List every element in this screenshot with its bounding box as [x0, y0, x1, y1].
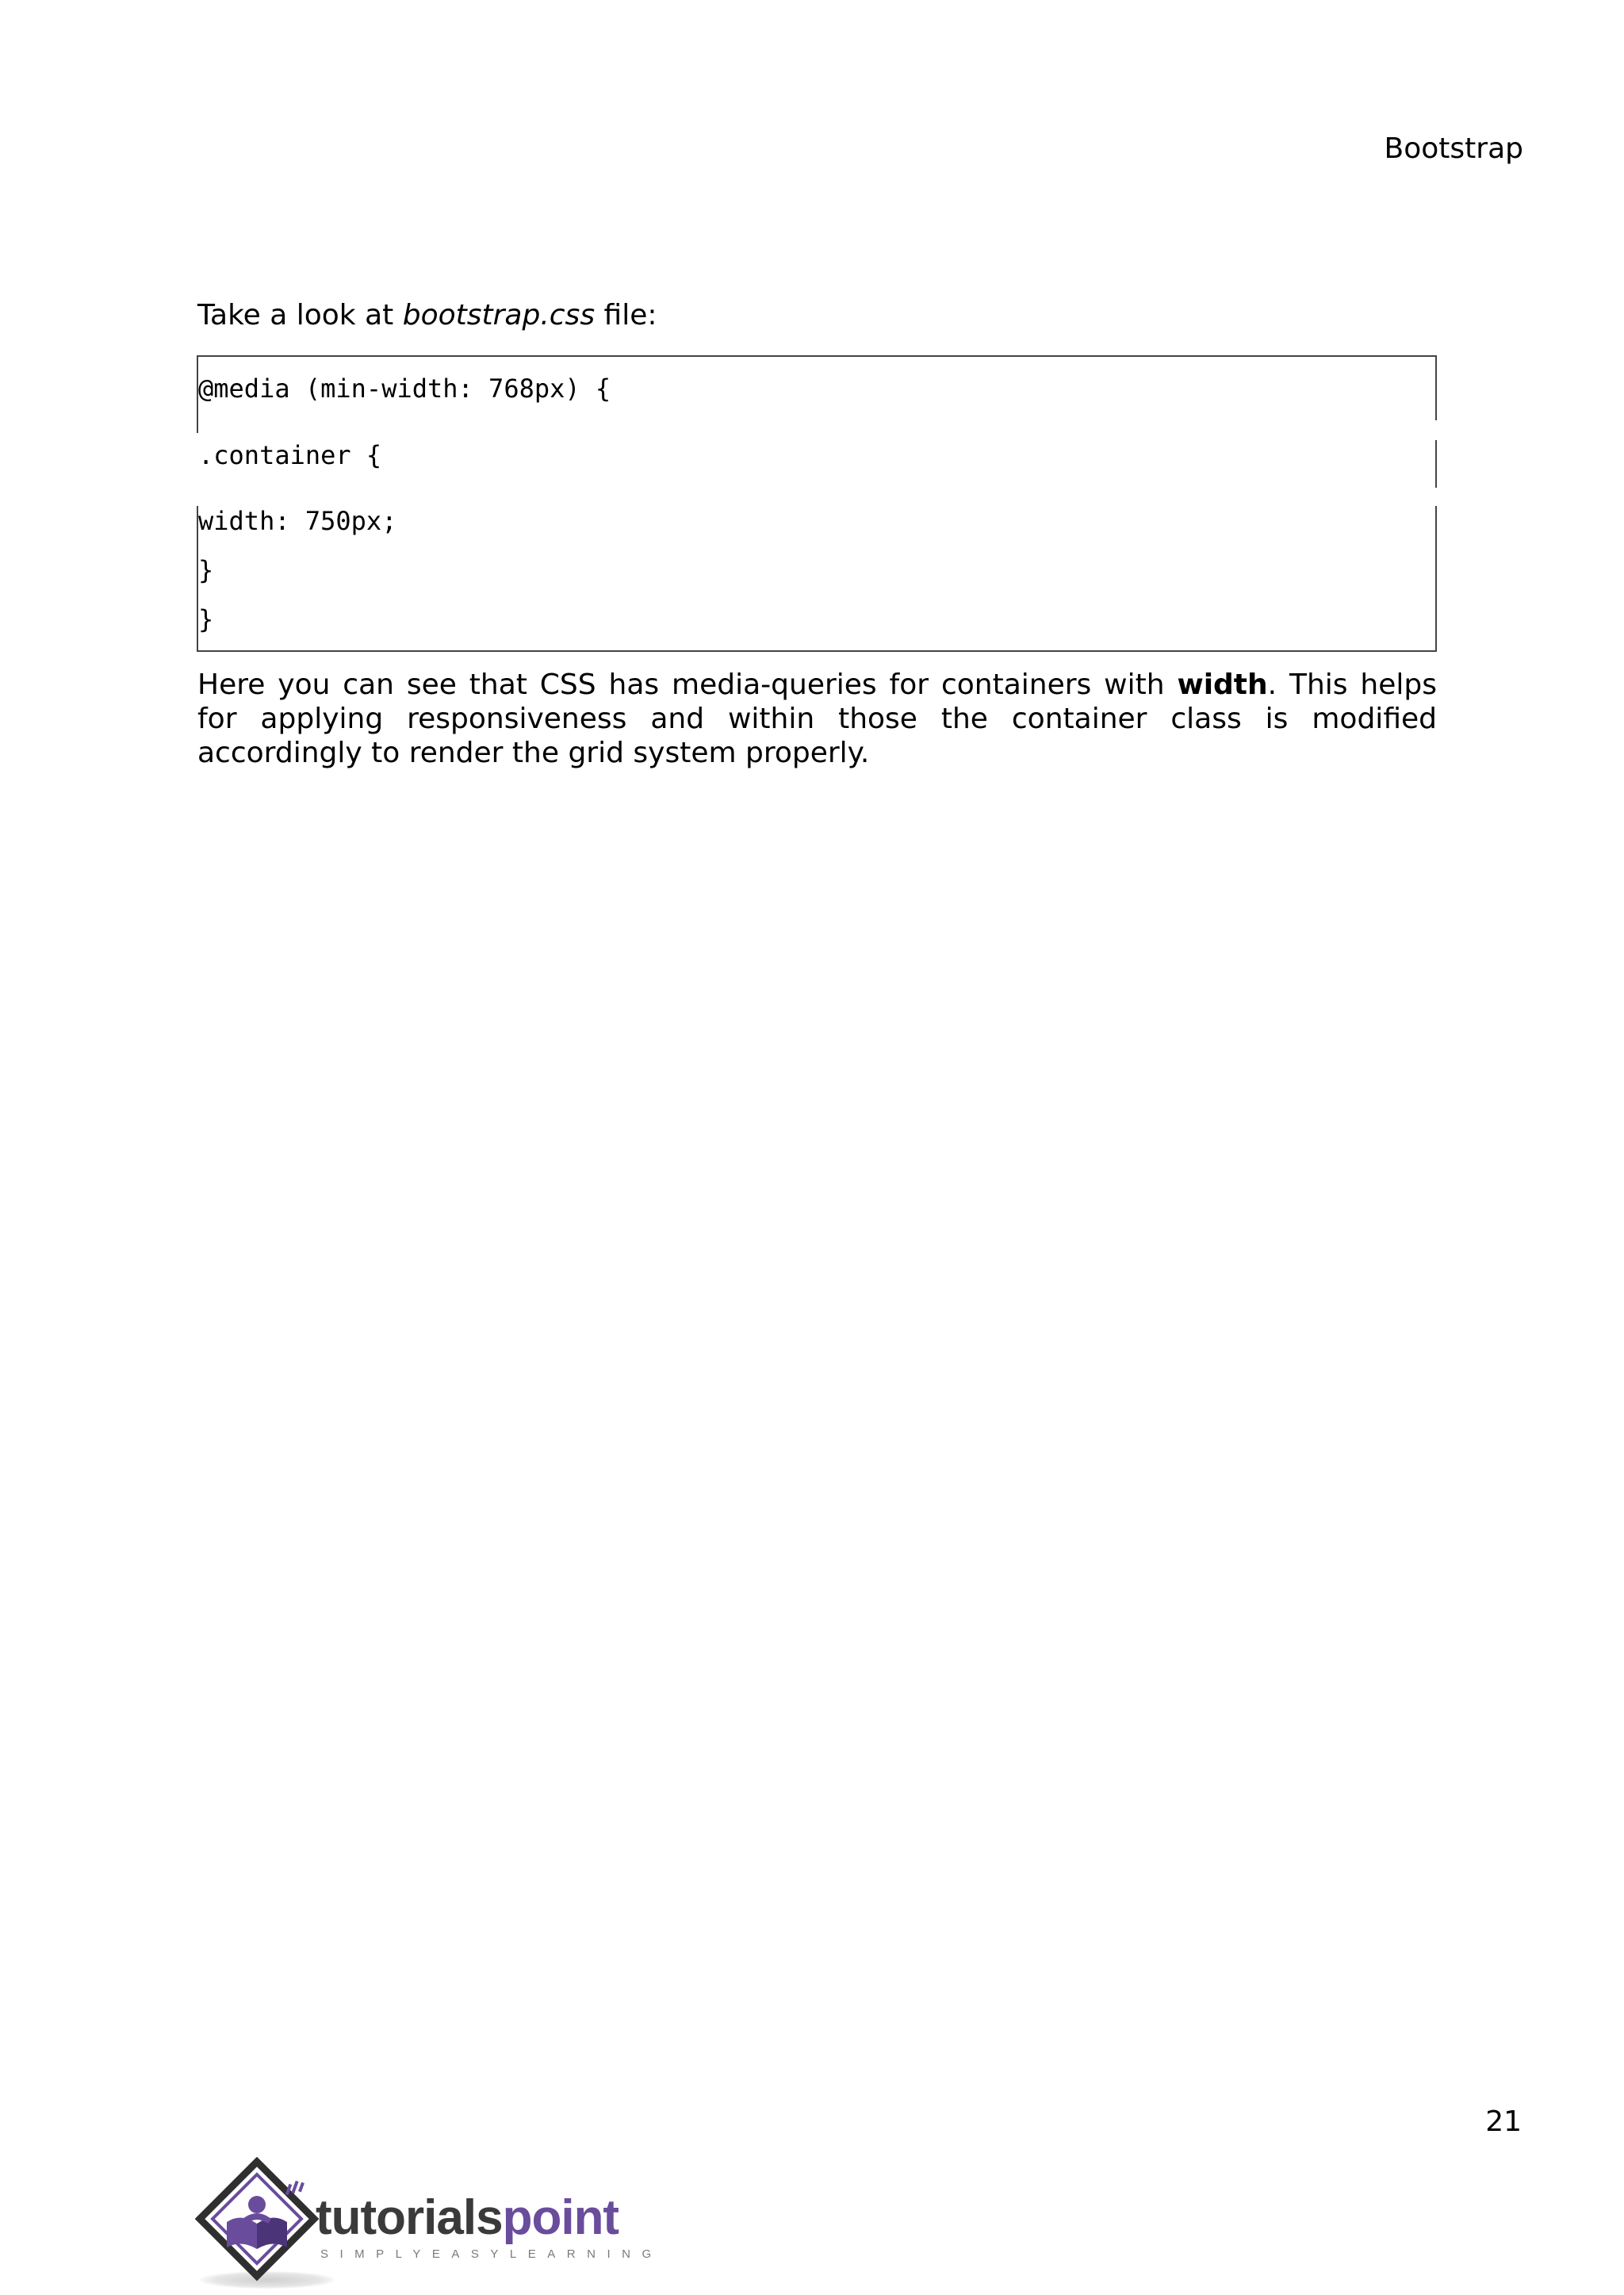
code-line: } — [198, 555, 214, 585]
body-paragraph — [197, 668, 1437, 770]
logo-word-part2: point — [502, 2190, 619, 2245]
intro-after: file: — [595, 299, 657, 331]
code-line: .container { — [198, 440, 382, 470]
code-border-right-2 — [1435, 440, 1437, 488]
code-line: } — [198, 604, 214, 634]
intro-filename: bootstrap.css — [402, 299, 596, 331]
paragraph-after: . This helps for applying responsiveness and within those the container class is modified accordingly to render the grid system properly. — [197, 669, 1438, 769]
paragraph-bold: width — [1177, 669, 1268, 701]
code-border-right-3 — [1435, 506, 1437, 652]
paragraph-before: Here you can see that CSS has media-queries for containers with — [197, 669, 1178, 701]
tutorialspoint-logo — [195, 2157, 663, 2292]
code-border-right-1 — [1435, 355, 1437, 420]
intro-text — [197, 298, 657, 333]
code-line: width: 750px; — [198, 506, 397, 536]
logo-tagline: SIMPLYEASYLEARNING — [320, 2247, 663, 2261]
page-header-title: Bootstrap — [1384, 132, 1523, 165]
logo-wordmark — [316, 2192, 619, 2244]
logo-word-part1: tutorials — [316, 2190, 503, 2245]
page-number: 21 — [1485, 2105, 1522, 2138]
tutorialspoint-logo-icon — [195, 2157, 322, 2284]
code-line: @media (min-width: 768px) { — [198, 374, 611, 404]
intro-before: Take a look at — [197, 299, 403, 331]
